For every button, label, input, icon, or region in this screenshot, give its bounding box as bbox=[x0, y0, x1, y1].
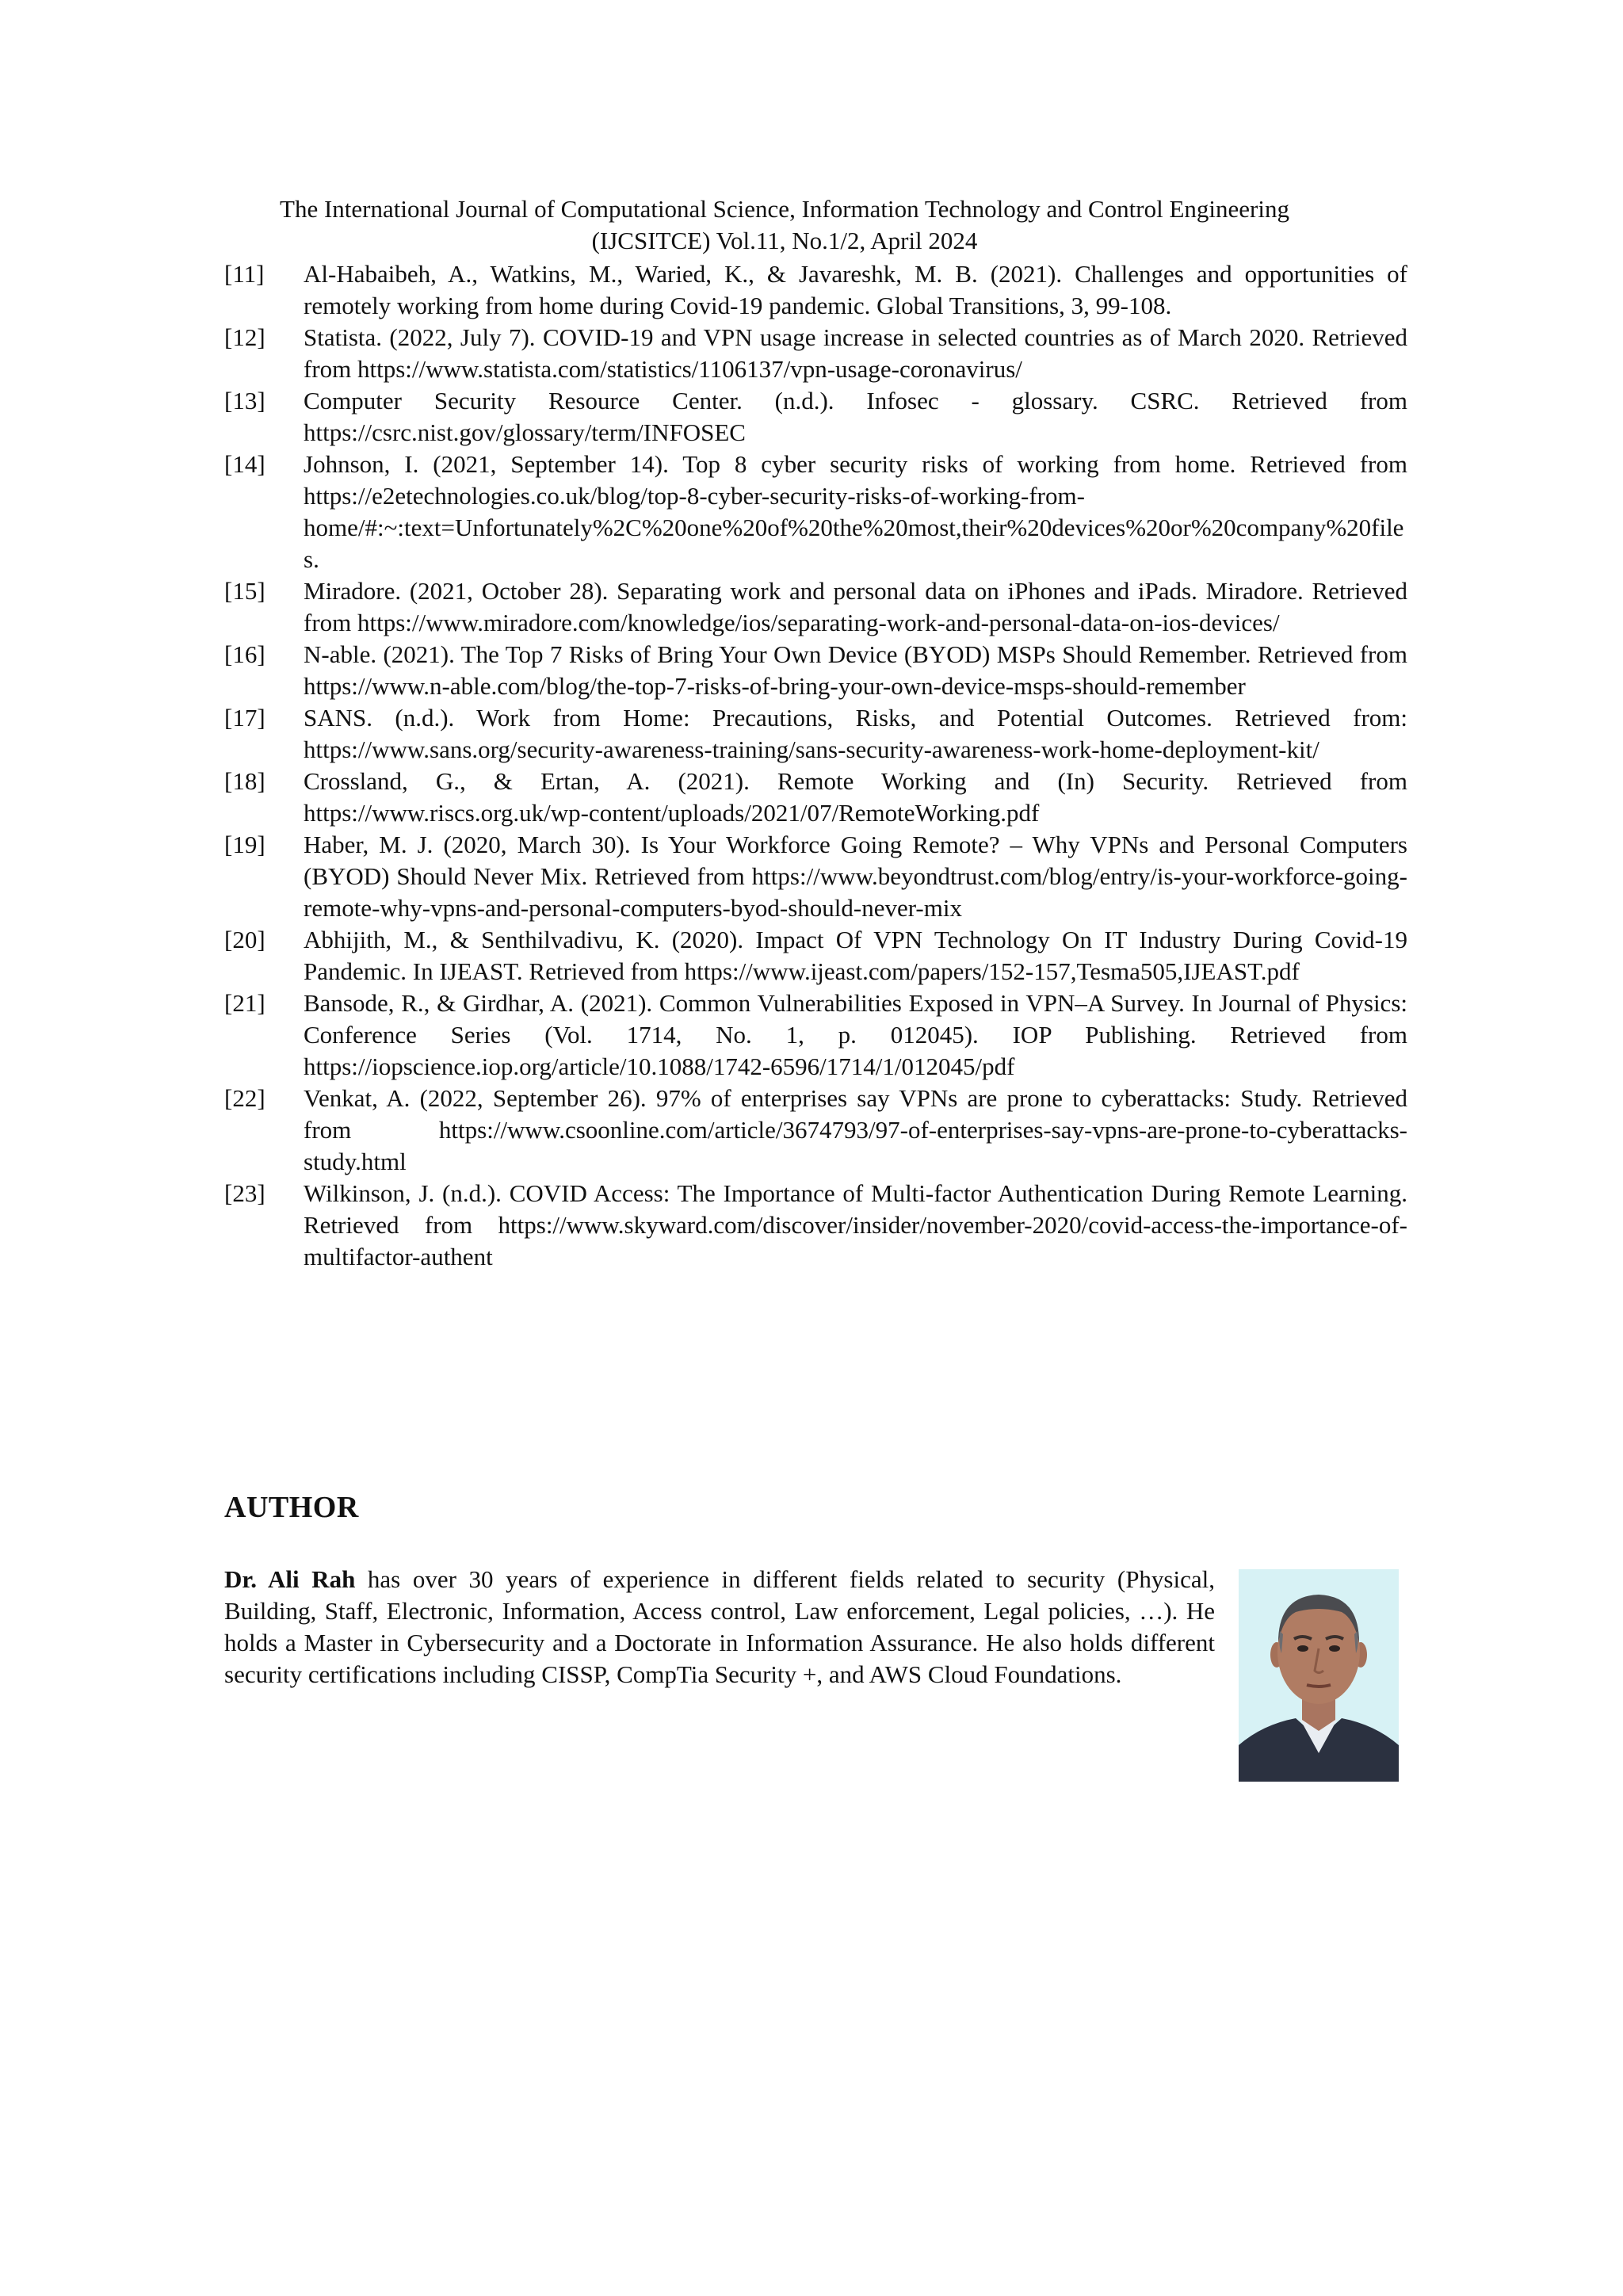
reference-text: Wilkinson, J. (n.d.). COVID Access: The Importance of Multi-factor Authentication During Remote Learning. Retrieved from https://www.skyward.com/discover/insider/november-2020/covid-access-the-importance-of-multifactor-authent bbox=[304, 1179, 1407, 1270]
reference-list bbox=[224, 258, 1407, 1273]
reference-number: [13] bbox=[224, 387, 265, 415]
reference-item bbox=[224, 1178, 1407, 1273]
reference-number: [20] bbox=[224, 926, 265, 953]
reference-text: SANS. (n.d.). Work from Home: Precautions, Risks, and Potential Outcomes. Retrieved from: https://www.sans.org/security-awareness-training/sans-security-awareness-work-home-deployment-kit/ bbox=[304, 704, 1407, 763]
reference-text: Statista. (2022, July 7). COVID-19 and VPN usage increase in selected countries as of March 2020. Retrieved from https://www.statista.com/statistics/1106137/vpn-usage-coronavirus/ bbox=[304, 323, 1407, 383]
reference-number: [19] bbox=[224, 831, 265, 858]
reference-text: Miradore. (2021, October 28). Separating work and personal data on iPhones and iPads. Miradore. Retrieved from https://www.miradore.com/knowledge/ios/separating-work-and-personal-data-on-ios-devices/ bbox=[304, 577, 1407, 636]
reference-number: [12] bbox=[224, 323, 265, 351]
reference-item bbox=[224, 258, 1407, 322]
reference-number: [15] bbox=[224, 577, 265, 605]
reference-item bbox=[224, 322, 1407, 385]
reference-number: [16] bbox=[224, 640, 265, 668]
reference-number: [18] bbox=[224, 767, 265, 795]
author-bio bbox=[224, 1564, 1215, 1690]
reference-text: N-able. (2021). The Top 7 Risks of Bring Your Own Device (BYOD) MSPs Should Remember. Retrieved from https://www.n-able.com/blog/the-top-7-risks-of-bring-your-own-device-msps-should-remember bbox=[304, 640, 1407, 700]
reference-text: Johnson, I. (2021, September 14). Top 8 cyber security risks of working from home. Retrieved from https://e2etechnologies.co.uk/blog/top-8-cyber-security-risks-of-working-from-home/#:~:text=Unfortunately%2C%20one%20of%20the%20most,their%20devices%20or%20company%20files. bbox=[304, 450, 1407, 573]
journal-header-line1: The International Journal of Computational Science, Information Technology and Control Engineering bbox=[280, 195, 1289, 223]
reference-text: Abhijith, M., & Senthilvadivu, K. (2020). Impact Of VPN Technology On IT Industry During Covid-19 Pandemic. In IJEAST. Retrieved from https://www.ijeast.com/papers/152-157,Tesma505,IJEAST.pdf bbox=[304, 926, 1407, 985]
reference-item bbox=[224, 988, 1407, 1083]
reference-text: Al-Habaibeh, A., Watkins, M., Waried, K., & Javareshk, M. B. (2021). Challenges and opportunities of remotely working from home during Covid-19 pandemic. Global Transitions, 3, 99-108. bbox=[304, 260, 1407, 319]
reference-item bbox=[224, 924, 1407, 988]
author-photo bbox=[1239, 1569, 1399, 1782]
reference-number: [14] bbox=[224, 450, 265, 478]
journal-header bbox=[182, 193, 1387, 257]
reference-item bbox=[224, 766, 1407, 829]
reference-item bbox=[224, 575, 1407, 639]
journal-header-line2: (IJCSITCE) Vol.11, No.1/2, April 2024 bbox=[591, 227, 978, 254]
reference-text: Venkat, A. (2022, September 26). 97% of enterprises say VPNs are prone to cyberattacks: Study. Retrieved from https://www.csoonline.com/article/3674793/97-of-enterprises-say-vpns-are-prone-to-cyberattacks-study.html bbox=[304, 1084, 1407, 1175]
reference-item bbox=[224, 829, 1407, 924]
reference-item bbox=[224, 1083, 1407, 1178]
reference-item bbox=[224, 702, 1407, 766]
author-portrait-illustration bbox=[1239, 1569, 1399, 1782]
reference-text: Computer Security Resource Center. (n.d.). Infosec - glossary. CSRC. Retrieved from https://csrc.nist.gov/glossary/term/INFOSEC bbox=[304, 387, 1407, 446]
reference-number: [23] bbox=[224, 1179, 265, 1207]
reference-text: Crossland, G., & Ertan, A. (2021). Remote Working and (In) Security. Retrieved from https://www.riscs.org.uk/wp-content/uploads/2021/07/RemoteWorking.pdf bbox=[304, 767, 1407, 827]
reference-number: [17] bbox=[224, 704, 265, 732]
reference-text: Bansode, R., & Girdhar, A. (2021). Common Vulnerabilities Exposed in VPN–A Survey. In Journal of Physics: Conference Series (Vol. 1714, No. 1, p. 012045). IOP Publishing. Retrieved from https://iopscience.iop.org/article/10.1088/1742-6596/1714/1/012045/pdf bbox=[304, 989, 1407, 1080]
reference-number: [21] bbox=[224, 989, 265, 1017]
reference-number: [11] bbox=[224, 260, 265, 288]
reference-item bbox=[224, 449, 1407, 575]
reference-text: Haber, M. J. (2020, March 30). Is Your Workforce Going Remote? – Why VPNs and Personal Computers (BYOD) Should Never Mix. Retrieved from https://www.beyondtrust.com/blog/entry/is-your-workforce-going-remote-why-vpns-and-personal-computers-byod-should-never-mix bbox=[304, 831, 1407, 922]
reference-item bbox=[224, 385, 1407, 449]
reference-item bbox=[224, 639, 1407, 702]
author-name: Dr. Ali Rah bbox=[224, 1565, 356, 1593]
author-bio-text: has over 30 years of experience in different fields related to security (Physical, Building, Staff, Electronic, Information, Access control, Law enforcement, Legal policies, …). He holds a Master in Cybersecurity and a Doctorate in Information Assurance. He also holds different security certifications including CISSP, CompTia Security +, and AWS Cloud Foundations. bbox=[224, 1565, 1215, 1688]
reference-number: [22] bbox=[224, 1084, 265, 1112]
author-section-heading: AUTHOR bbox=[224, 1491, 359, 1524]
